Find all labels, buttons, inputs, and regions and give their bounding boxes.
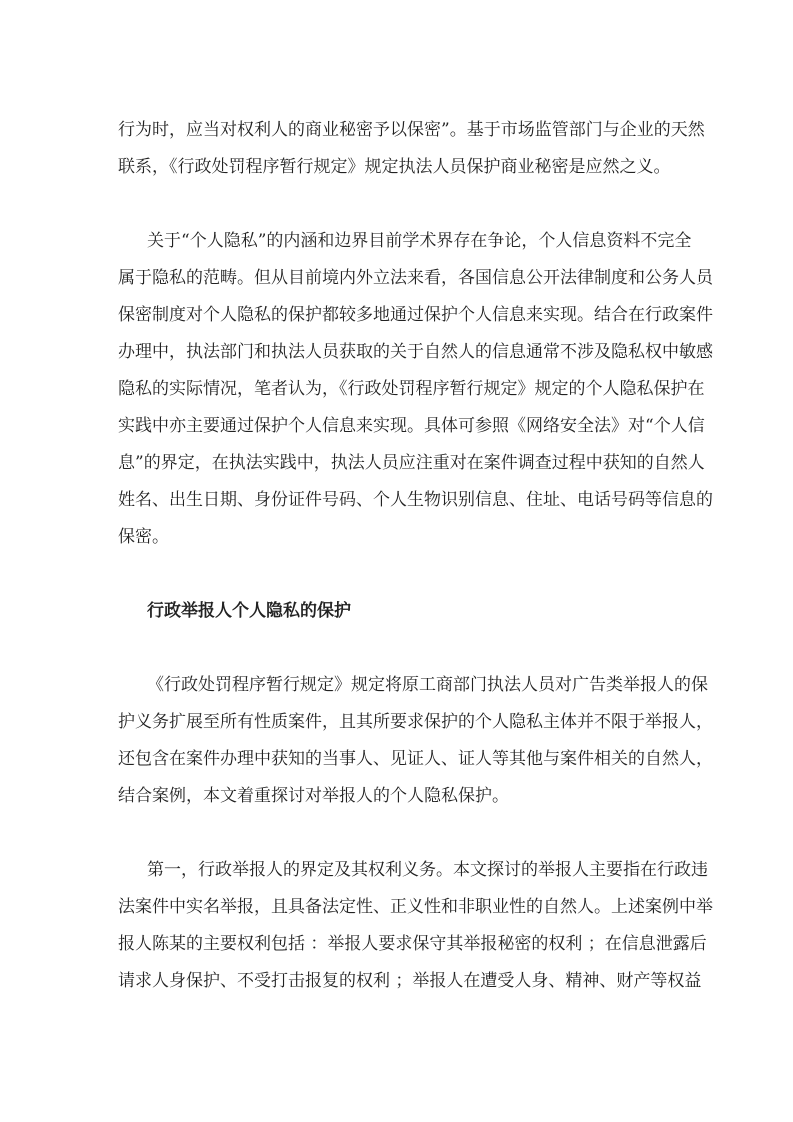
paragraph bbox=[118, 112, 705, 186]
paragraph bbox=[118, 223, 713, 556]
text-line: 办理中，执法部门和执法人员获取的关于自然人的信息通常不涉及隐私权中敏感 bbox=[118, 342, 713, 362]
paragraph bbox=[118, 852, 713, 1000]
text-line: 行为时，应当对权利人的商业秘密予以保密”。基于市场监管部门与企业的天然 bbox=[118, 120, 705, 140]
paragraph bbox=[118, 667, 713, 815]
text-line: 姓名、出生日期、身份证件号码、个人生物识别信息、住址、电话号码等信息的 bbox=[118, 490, 713, 510]
text-line: 隐私的实际情况，笔者认为，《行政处罚程序暂行规定》规定的个人隐私保护在 bbox=[118, 379, 705, 399]
text-line: 法案件中实名举报，且具备法定性、正义性和非职业性的自然人。上述案例中举 bbox=[118, 897, 713, 917]
text-line: 还包含在案件办理中获知的当事人、见证人、证人等其他与案件相关的自然人， bbox=[118, 749, 713, 769]
section-heading: 行政举报人个人隐私的保护 bbox=[147, 601, 351, 621]
text-line: 关于“个人隐私”的内涵和边界目前学术界存在争论，个人信息资料不完全 bbox=[147, 231, 692, 251]
text-line: 结合案例，本文着重探讨对举报人的个人隐私保护。 bbox=[118, 786, 509, 806]
text-line: 保密制度对个人隐私的保护都较多地通过保护个人信息来实现。结合在行政案件 bbox=[118, 305, 713, 325]
text-line: 《行政处罚程序暂行规定》规定将原工商部门执法人员对广告类举报人的保 bbox=[147, 675, 708, 695]
text-line: 属于隐私的范畴。但从目前境内外立法来看，各国信息公开法律制度和公务人员 bbox=[118, 268, 713, 288]
text-line: 联系，《行政处罚程序暂行规定》规定执法人员保护商业秘密是应然之义。 bbox=[118, 157, 671, 177]
text-line: 息”的界定，在执法实践中，执法人员应注重对在案件调查过程中获知的自然人 bbox=[118, 453, 705, 473]
text-line: 第一，行政举报人的界定及其权利义务。本文探讨的举报人主要指在行政违 bbox=[147, 860, 708, 880]
text-line: 实践中亦主要通过保护个人信息来实现。具体可参照《网络安全法》对“个人信 bbox=[118, 416, 705, 436]
text-line: 保密。 bbox=[118, 527, 169, 547]
document-page bbox=[118, 112, 713, 1037]
text-line: 报人陈某的主要权利包括 ：举报人要求保守其举报秘密的权利 ；在信息泄露后 bbox=[118, 934, 707, 954]
text-line: 护义务扩展至所有性质案件，且其所要求保护的个人隐私主体并不限于举报人， bbox=[118, 712, 713, 732]
text-line: 请求人身保护、不受打击报复的权利 ；举报人在遭受人身、精神、财产等权益 bbox=[118, 971, 702, 991]
